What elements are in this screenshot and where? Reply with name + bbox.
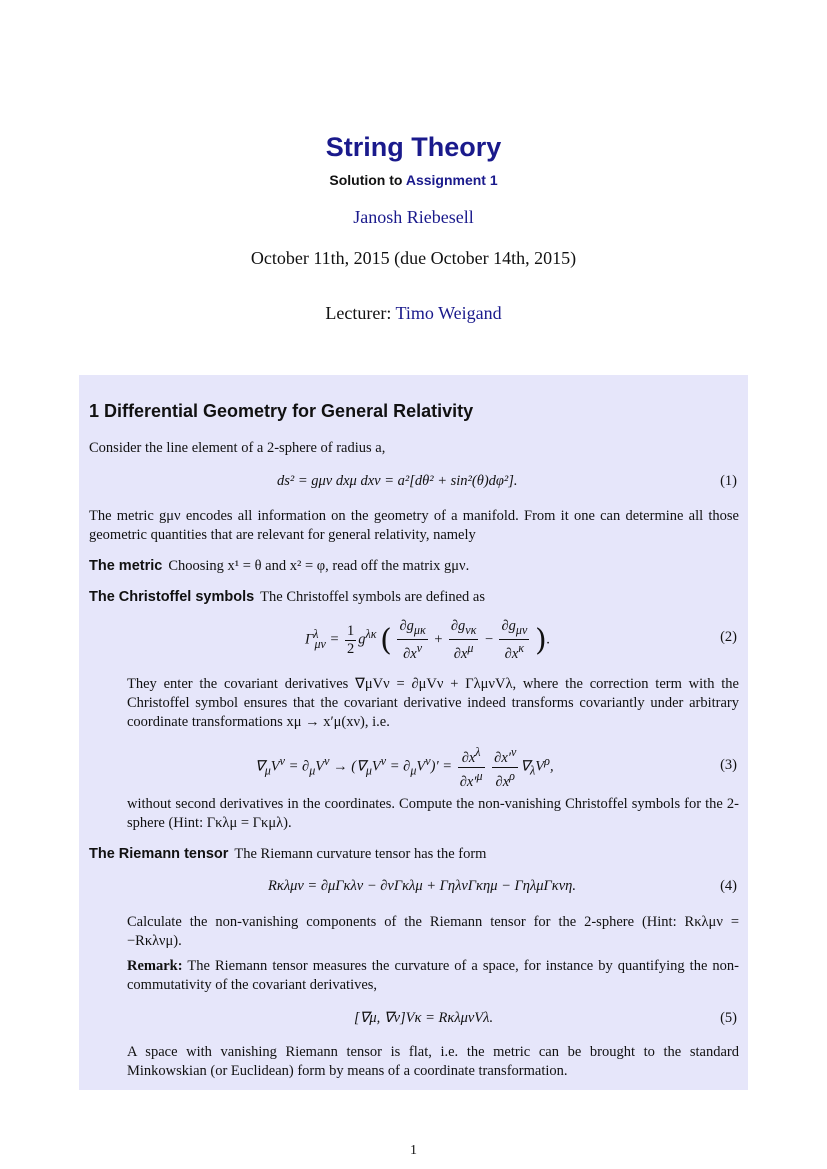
equation-2: $\Gamma^\lambda_{\mu\nu}$ = $\frac{1}{2}$ $g^{\lambda\kappa}$ ( $\frac{\partial g_{\mu\kappa}}{\partial x^\nu}$ + $\frac{\partial g_{\nu\kappa}}{\partial x^\mu}$ − $\frac{\partial g_{\mu\nu}}{\partial x^\kappa}$ ). bbox=[305, 618, 551, 662]
remark-paragraph bbox=[127, 957, 739, 995]
equation-3: $\nabla_\mu V^\nu = \partial_\mu V^\nu \to (\nabla_\mu V^\nu = \partial_\mu V^\nu)'$ = $\frac{\partial x^\lambda}{\partial x'^\mu}$ $\frac{\partial x'^\nu}{\partial x^\rho}$ $\nabla_\lambda V^\rho$, bbox=[255, 745, 554, 790]
calc-riemann-paragraph: Calculate the non-vanishing components of the Riemann tensor for the 2-sphere (Hint: Rκλμν = −Rκλνμ). bbox=[127, 914, 739, 949]
metric-paragraph bbox=[89, 557, 739, 576]
section-heading: 1 Differential Geometry for General Relativity bbox=[89, 401, 474, 421]
intro-paragraph: Consider the line element of a 2-sphere of radius a, bbox=[89, 440, 386, 456]
equation-4-number: (4) bbox=[720, 878, 737, 894]
metric-text: Choosing x¹ = θ and x² = φ, read off the matrix gμν. bbox=[168, 558, 470, 574]
document-subtitle bbox=[0, 172, 827, 188]
equation-2-number: (2) bbox=[720, 629, 737, 645]
riemann-heading: The Riemann tensor bbox=[89, 846, 229, 862]
equation-5: [∇μ, ∇ν]Vκ = RκλμνVλ. bbox=[354, 1010, 494, 1026]
equation-5-number: (5) bbox=[720, 1010, 737, 1026]
author-link[interactable]: Janosh Riebesell bbox=[353, 207, 474, 227]
second-derivatives-paragraph: without second derivatives in the coordinates. Compute the non-vanishing Christoffel symbols for the 2-sphere (Hint: Γκλμ = Γκμλ). bbox=[127, 796, 739, 831]
document-title: String Theory bbox=[325, 132, 502, 162]
christoffel-heading: The Christoffel symbols bbox=[89, 589, 255, 605]
subtitle-prefix: Solution to bbox=[329, 172, 403, 188]
equation-1: ds² = gμν dxμ dxν = a²[dθ² + sin²(θ)dφ²]. bbox=[277, 473, 518, 489]
riemann-paragraph bbox=[89, 845, 739, 864]
metric-heading: The metric bbox=[89, 558, 163, 574]
equation-1-number: (1) bbox=[720, 473, 737, 489]
document-date: October 11th, 2015 (due October 14th, 2015) bbox=[250, 248, 577, 268]
equation-3-number: (3) bbox=[720, 757, 737, 773]
riemann-text: The Riemann curvature tensor has the form bbox=[234, 846, 487, 862]
lecturer-label: Lecturer: bbox=[325, 303, 392, 323]
page-number: 1 bbox=[410, 1143, 417, 1158]
equation-4: Rκλμν = ∂μΓκλν − ∂νΓκλμ + ΓηλνΓκημ − ΓηλμΓκνη. bbox=[268, 878, 576, 894]
remark-label: Remark: bbox=[127, 958, 183, 974]
metric-info-paragraph: The metric gμν encodes all information on the geometry of a manifold. From it one can determine all those geometric quantities that are relevant for general relativity, namely bbox=[89, 508, 739, 543]
covariant-paragraph: They enter the covariant derivatives ∇μVν = ∂μVν + ΓλμνVλ, where the correction term with the Christoffel symbol ensures that the covariant derivative indeed transforms covariantly under arbitrary coordinate transformations xμ → x′μ(xν), i.e. bbox=[127, 676, 739, 730]
christoffel-paragraph bbox=[89, 588, 739, 607]
lecturer-line bbox=[0, 303, 827, 324]
lecturer-link[interactable]: Timo Weigand bbox=[395, 303, 502, 323]
assignment-link[interactable]: Assignment 1 bbox=[405, 172, 498, 188]
remark-text: The Riemann tensor measures the curvature of a space, for instance by quantifying the non-commutativity of the covariant derivatives, bbox=[127, 958, 739, 993]
christoffel-text: The Christoffel symbols are defined as bbox=[260, 589, 485, 605]
flat-space-paragraph: A space with vanishing Riemann tensor is flat, i.e. the metric can be brought to the standard Minkowskian (or Euclidean) form by means of a coordinate transformation. bbox=[127, 1044, 739, 1079]
